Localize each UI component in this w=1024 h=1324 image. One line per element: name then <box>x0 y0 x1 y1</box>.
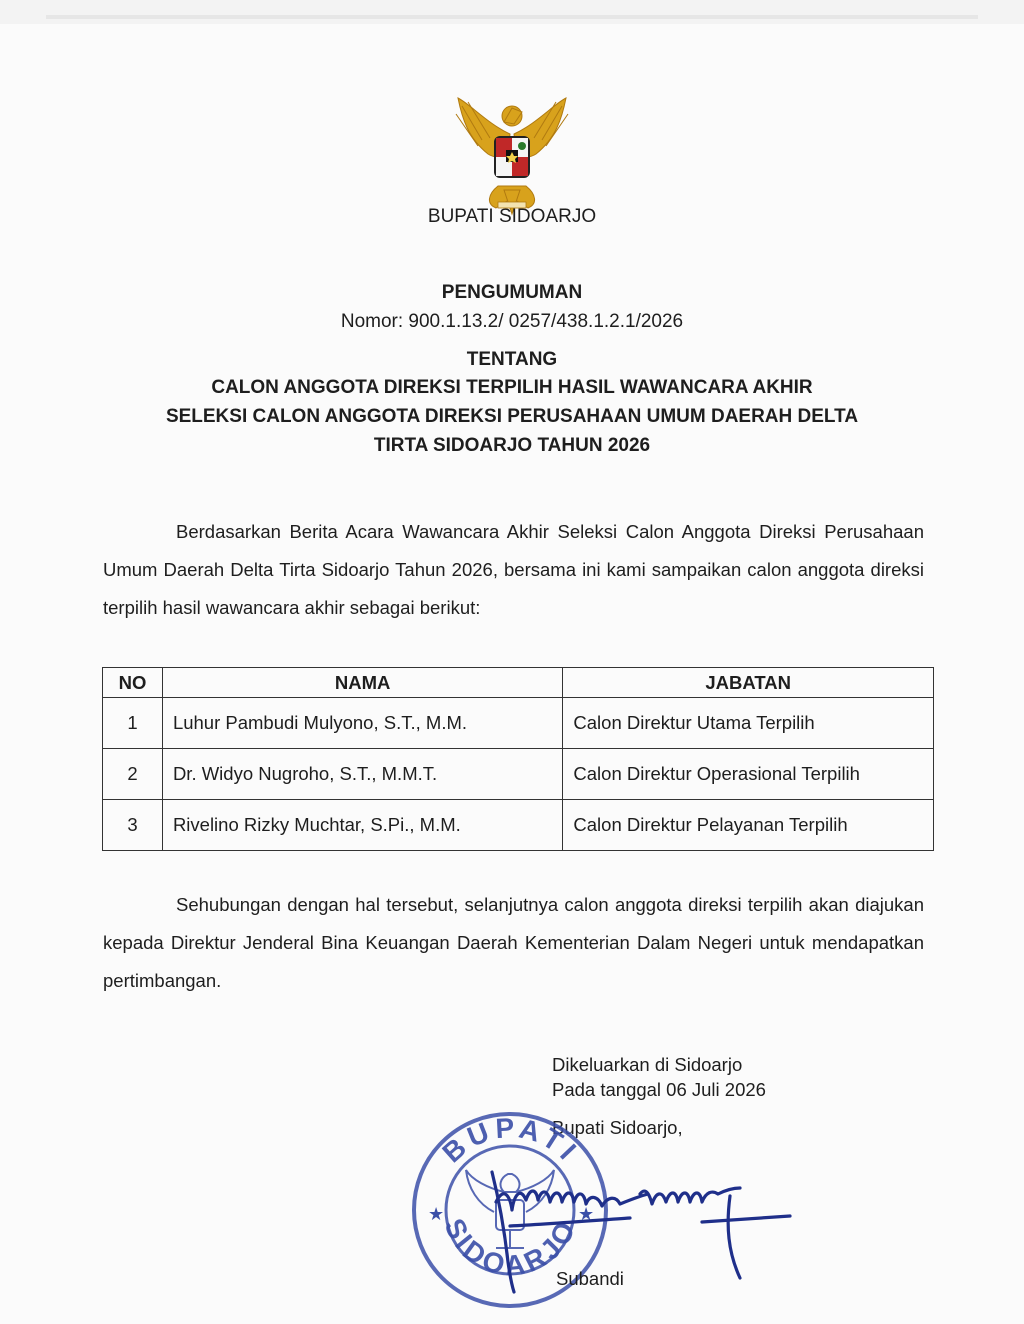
stamp-top-text: BUPATI <box>436 1112 586 1169</box>
closing-text: Sehubungan dengan hal tersebut, selanjutnya calon anggota direksi terpilih akan diajukan kepada Direktur Jenderal Bina Keuangan Daerah Kementerian Dalam Negeri untuk mendapatkan pertimbangan. <box>103 894 924 991</box>
row-nama: Rivelino Rizky Muchtar, S.Pi., M.M. <box>162 800 562 851</box>
intro-paragraph <box>103 513 924 627</box>
row-no: 2 <box>103 749 163 800</box>
handwritten-signature <box>490 1166 810 1296</box>
svg-text:BUPATI <box>436 1112 585 1169</box>
about-label: TENTANG <box>466 349 558 370</box>
top-divider <box>46 15 978 19</box>
row-no: 1 <box>103 698 163 749</box>
row-nama: Luhur Pambudi Mulyono, S.T., M.M. <box>162 698 562 749</box>
row-jabatan: Calon Direktur Operasional Terpilih <box>563 749 934 800</box>
signer-position: Bupati Sidoarjo, <box>552 1117 683 1138</box>
svg-text:★: ★ <box>578 1204 595 1225</box>
office-title: BUPATI SIDOARJO <box>427 206 597 227</box>
row-jabatan: Calon Direktur Utama Terpilih <box>563 698 934 749</box>
document-number: Nomor: 900.1.13.2/ 0257/438.1.2.1/2026 <box>340 311 684 332</box>
header-jabatan: JABATAN <box>563 668 934 698</box>
title-line-2: SELEKSI CALON ANGGOTA DIREKSI PERUSAHAAN UMUM DAERAH DELTA <box>165 406 859 427</box>
table-header-row <box>103 668 934 698</box>
table-row <box>103 698 934 749</box>
table-row <box>103 749 934 800</box>
document-type: PENGUMUMAN <box>441 282 583 303</box>
intro-text: Berdasarkan Berita Acara Wawancara Akhir Seleksi Calon Anggota Direksi Perusahaan Umum Daerah Delta Tirta Sidoarjo Tahun 2026, bersama ini kami sampaikan calon anggota direksi terpilih hasil wawancara akhir sebagai berikut: <box>103 521 924 618</box>
row-no: 3 <box>103 800 163 851</box>
issued-date: Pada tanggal 06 Juli 2026 <box>552 1079 766 1100</box>
row-jabatan: Calon Direktur Pelayanan Terpilih <box>563 800 934 851</box>
title-line-1: CALON ANGGOTA DIREKSI TERPILIH HASIL WAWANCARA AKHIR <box>211 377 813 398</box>
header-no: NO <box>103 668 163 698</box>
stamp-bottom-text: SIDOARJO <box>438 1213 583 1282</box>
svg-text:★: ★ <box>428 1204 445 1225</box>
header-nama: NAMA <box>162 668 562 698</box>
candidate-table <box>102 667 934 851</box>
signer-name: Subandi <box>556 1268 624 1289</box>
row-nama: Dr. Widyo Nugroho, S.T., M.M.T. <box>162 749 562 800</box>
table-row <box>103 800 934 851</box>
title-line-3: TIRTA SIDOARJO TAHUN 2026 <box>373 435 651 456</box>
issued-place: Dikeluarkan di Sidoarjo <box>552 1054 743 1075</box>
closing-paragraph <box>103 886 924 1000</box>
garuda-emblem-icon <box>448 94 576 220</box>
